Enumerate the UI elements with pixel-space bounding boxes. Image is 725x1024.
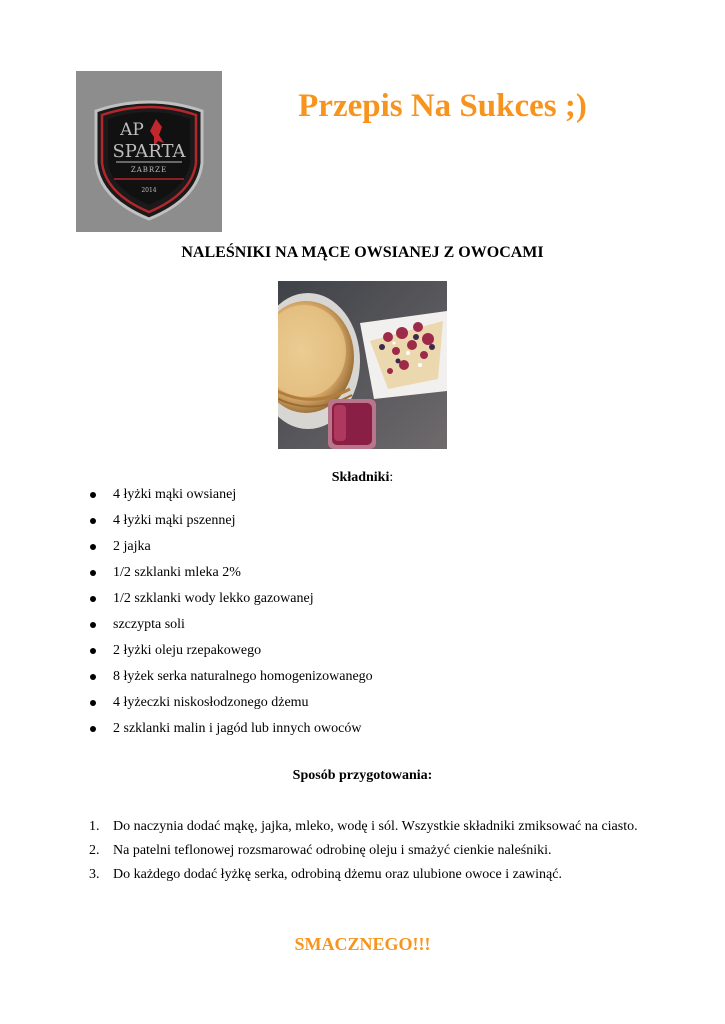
ingredients-list bbox=[90, 485, 373, 745]
step-number: 1. bbox=[89, 819, 100, 834]
bullet-icon bbox=[90, 674, 96, 680]
list-item: 4 łyżki mąki owsianej bbox=[90, 485, 373, 511]
page-title: Przepis Na Sukces ;) bbox=[298, 88, 587, 124]
step-number: 3. bbox=[89, 867, 100, 882]
bullet-icon bbox=[90, 596, 96, 602]
step-text: Do każdego dodać łyżkę serka, odrobiną dżemu oraz ulubione owoce i zawinąć. bbox=[113, 867, 562, 882]
step-number: 2. bbox=[89, 843, 100, 858]
closing-text: SMACZNEGO!!! bbox=[294, 934, 431, 954]
svg-text:SPARTA: SPARTA bbox=[112, 141, 186, 162]
method-step bbox=[89, 818, 649, 835]
bullet-icon bbox=[90, 700, 96, 706]
bullet-icon bbox=[90, 570, 96, 576]
list-item: 4 łyżeczki niskosłodzonego dżemu bbox=[90, 693, 373, 719]
list-item: 4 łyżki mąki pszennej bbox=[90, 511, 373, 537]
list-item: 2 łyżki oleju rzepakowego bbox=[90, 641, 373, 667]
bullet-icon bbox=[90, 648, 96, 654]
recipe-title: NALEŚNIKI NA MĄCE OWSIANEJ Z OWOCAMI bbox=[181, 244, 544, 261]
svg-text:2014: 2014 bbox=[141, 187, 157, 194]
step-text: Do naczynia dodać mąkę, jajka, mleko, wodę i sól. Wszystkie składniki zmiksować na ciasto. bbox=[113, 819, 638, 834]
list-item: 2 jajka bbox=[90, 537, 373, 563]
method-step bbox=[89, 842, 649, 859]
svg-text:ZABRZE: ZABRZE bbox=[130, 166, 168, 174]
bullet-icon bbox=[90, 726, 96, 732]
pancakes-photo bbox=[278, 281, 447, 449]
club-logo bbox=[76, 71, 222, 232]
bullet-icon bbox=[90, 544, 96, 550]
svg-text:AP: AP bbox=[120, 120, 144, 140]
list-item: 8 łyżek serka naturalnego homogenizowanego bbox=[90, 667, 373, 693]
list-item: 2 szklanki malin i jagód lub innych owoców bbox=[90, 719, 373, 745]
bullet-icon bbox=[90, 518, 96, 524]
bullet-icon bbox=[90, 492, 96, 498]
bullet-icon bbox=[90, 622, 96, 628]
method-step bbox=[89, 866, 649, 883]
list-item: 1/2 szklanki wody lekko gazowanej bbox=[90, 589, 373, 615]
list-item: 1/2 szklanki mleka 2% bbox=[90, 563, 373, 589]
method-steps bbox=[89, 818, 649, 890]
step-text: Na patelni teflonowej rozsmarować odrobinę oleju i smażyć cienkie naleśniki. bbox=[113, 843, 552, 858]
method-heading: Sposób przygotowania: bbox=[292, 768, 433, 783]
list-item: szczypta soli bbox=[90, 615, 373, 641]
ingredients-heading: Składniki: bbox=[331, 470, 394, 485]
